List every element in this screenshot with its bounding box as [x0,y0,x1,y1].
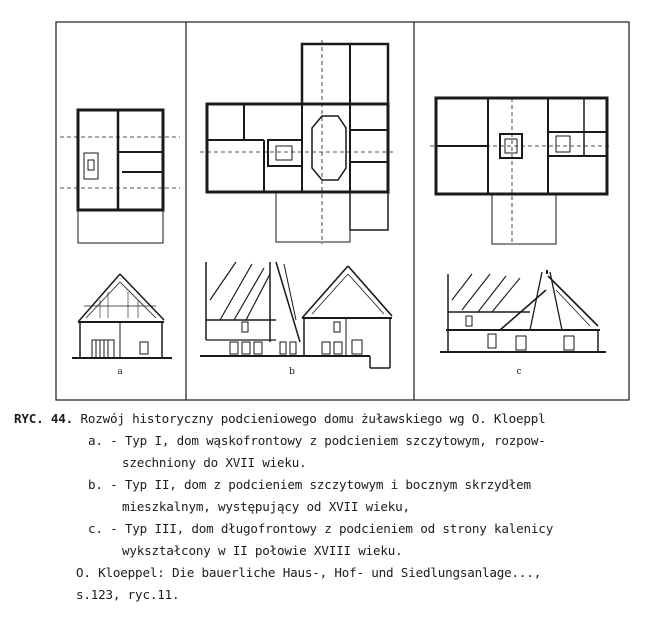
panel-label-b: b [289,367,295,377]
section-c [440,272,606,352]
figure-caption [14,408,660,606]
plan-a [60,110,180,243]
caption-source-line1: O. Kloeppel: Die bauerliche Haus-, Hof- und Siedlungsanlage..., [76,565,542,580]
caption-item-c-line2: wykształcony w II połowie XVIII wieku. [122,543,403,558]
caption-item-a-line2: szechniony do XVII wieku. [122,455,307,470]
caption-item-b-line2: mieszkalnym, występujący od XVII wieku, [122,499,410,514]
section-b [200,262,392,368]
caption-title-line [14,408,660,430]
caption-source-line2: s.123, ryc.11. [76,587,180,602]
caption-item-b-line1: b. - Typ II, dom z podcieniem szczytowym i bocznym skrzydłem [88,477,531,492]
plan-b [200,40,396,244]
panel-label-c: c [516,367,522,377]
panel-label-a: a [117,367,123,377]
caption-title: Rozwój historyczny podcieniowego domu żuławskiego wg O. Kloeppl [80,411,546,426]
section-a [72,274,172,358]
caption-item-a-line1: a. - Typ I, dom wąskofrontowy z podcieniem szczytowym, rozpow- [88,433,546,448]
caption-item-c-line1: c. - Typ III, dom długofrontowy z podcieniem od strony kalenicy [88,521,554,536]
plan-c [430,98,612,244]
figure-number: RYC. 44. [14,411,74,426]
